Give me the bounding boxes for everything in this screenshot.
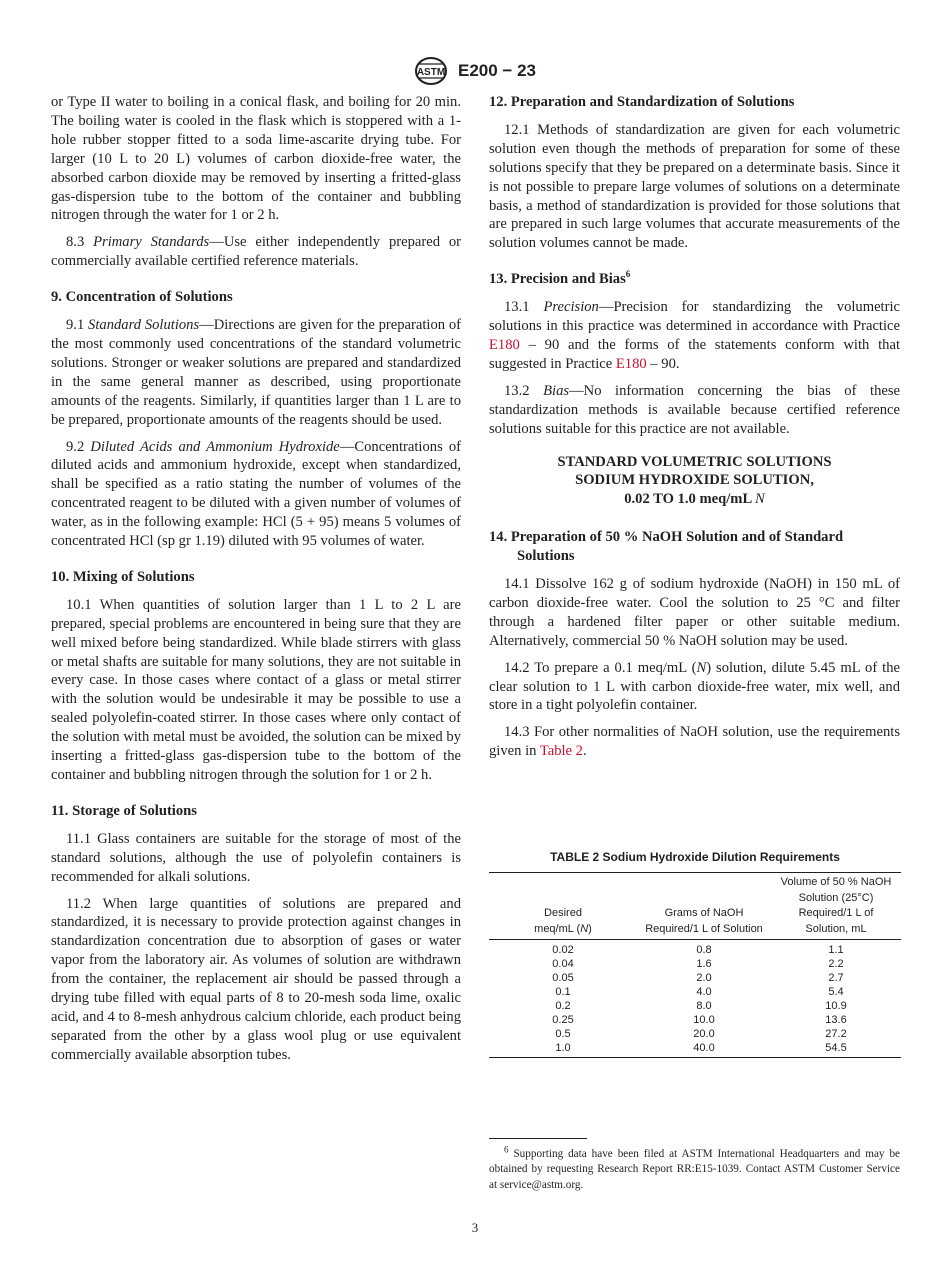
- table-cell: 4.0: [696, 986, 712, 998]
- table-cell: 20.0: [693, 1028, 715, 1040]
- page-header: [0, 56, 950, 86]
- paragraph-14-2: 14.2 To prepare a 0.1 meq/mL (N) solution, dilute 5.45 mL of the clear solution to 1 L with carbon dioxide-free water, mix well, and store in a tight polyolefin container.: [489, 659, 900, 714]
- paragraph-9-2: 9.2 Diluted Acids and Ammonium Hydroxide—Concentrations of diluted acids and ammonium hydroxide, except when standardized, shall be specified as a ratio stating the number of volumes of the concentrated reagent to be diluted with a given number of volumes of water, as in the following example: HCl (5 + 95) means 5 volumes of concentrated HCl (sp gr 1.19) diluted with 95 volumes of water.: [51, 438, 461, 550]
- section-heading-9: 9. Concentration of Solutions: [51, 289, 233, 306]
- table-2: [489, 850, 901, 1058]
- table-row: [489, 999, 901, 1013]
- table-cell: 2.7: [828, 972, 844, 984]
- term-standard-solutions: Standard Solutions: [88, 317, 200, 334]
- table-cell: 0.5: [555, 1028, 571, 1040]
- section-heading-13: 13. Precision and Bias$^6$: [489, 269, 631, 288]
- table-cell: 1.1: [828, 944, 844, 956]
- link-e180-first[interactable]: E180: [489, 336, 520, 353]
- paragraph-9-1: 9.1 Standard Solutions—Directions are given for the preparation of the most commonly used concentrations of the standard volumetric solutions. Stronger or weaker solutions are prepared and standardized in the same general manner as described, using proportionate amounts of the reagents. Similarly, if quantities larger than 1 L are to be prepared, proportionate amounts of the reagents should be used.: [51, 317, 461, 428]
- table-cell: 1.0: [555, 1042, 571, 1054]
- centered-heading-naoh: STANDARD VOLUMETRIC SOLUTIONS SODIUM HYDROXIDE SOLUTION, 0.02 TO 1.0 meq/mL N: [557, 453, 832, 508]
- section-heading-12: 12. Preparation and Standardization of Solutions: [489, 94, 795, 110]
- table-cell: 40.0: [693, 1042, 715, 1054]
- paragraph-10-1: 10.1 When quantities of solution larger than 1 L to 2 L are prepared, special problems are encountered in being sure that they are well mixed before being standardized. While blade stirrers with glass or metal shafts are suitable for many solutions, they are not suitable in every case. In those cases where contact of a glass or metal stirrer with the solution would be undesirable it may be possible to use a sealed polyolefin-coated stirrer. In those cases where only contact of the solution with metal must be avoided, the solution can be mixed by inserting a fritted-glass gas-dispersion tube to the bottom of the container and bubbling nitrogen through the solution for 1 or 2 h.: [51, 596, 461, 783]
- table-cell: 10.9: [825, 1000, 847, 1012]
- term-precision: Precision: [543, 299, 599, 316]
- table-cell: 1.6: [696, 958, 712, 970]
- svg-text:ASTM: ASTM: [416, 67, 446, 78]
- link-e180-second[interactable]: E180: [615, 355, 647, 372]
- term-diluted-acids: Diluted Acids and Ammonium Hydroxide: [90, 438, 340, 455]
- table-2-title: TABLE 2 Sodium Hydroxide Dilution Requirements: [550, 850, 840, 864]
- paragraph-13-2: 13.2 Bias—No information concerning the bias of these standardization methods is available because certified reference solutions suitable for this practice are not available.: [489, 382, 901, 437]
- table-cell: 27.2: [825, 1028, 847, 1040]
- link-table-2[interactable]: Table 2: [539, 743, 583, 760]
- paragraph-11-2: 11.2 When large quantities of solutions are prepared and standardized, it is necessary to provide protection against changes in standardization concentration due to absorption of gases or water vapor from the laboratory air. As volumes of solution are withdrawn from the container, the replacement air should be passed through a drying tube filled with equal parts of 8 to 20-mesh soda lime, oxalic acid, and 4 to 8-mesh anhydrous calcium chloride, each product being separated from the other by a glass wool plug or use equivalent commercially available absorption tubes.: [51, 895, 461, 1063]
- table-body: [489, 940, 901, 1058]
- right-column: [489, 93, 900, 769]
- table-cell: 8.0: [696, 1000, 712, 1012]
- table-cell: 0.04: [552, 958, 574, 970]
- document-designation: E200 − 23: [458, 61, 536, 80]
- table-cell: 2.2: [828, 958, 844, 970]
- paragraph-12-1: 12.1 Methods of standardization are given for each volumetric solution even though the methods of preparation for some of these solutions specify that they be prepared on a determinate basis. Since it is not possible to prepare large volumes of solutions on a determinate basis, a method of standardization is provided for those solutions that are prepared in such large volumes that accurate measurements of the solution volumes cannot be made.: [489, 121, 900, 252]
- table-row: [489, 971, 901, 985]
- footnote-6: $^6$ Supporting data have been filed at ASTM International Headquarters and may be obtained by requesting Research Report RR:E15-1039. Contact ASTM Customer Service at service@astm.org.: [489, 1144, 901, 1191]
- table-row: [489, 1027, 901, 1041]
- paragraph-13-1: 13.1 Precision—Precision for standardizing the volumetric solutions in this practice was determined in accordance with Practice E180 – 90 and the forms of the statements conform with that suggested in Practice E180 – 90.: [489, 299, 901, 372]
- section-heading-10: 10. Mixing of Solutions: [51, 568, 195, 585]
- footnote-rule: [489, 1138, 587, 1139]
- paragraph-8-2-continued: or Type II water to boiling in a conical flask, and boiling for 20 min. The boiling water is cooled in the flask which is stoppered with a 1-hole rubber stopper fitted to a soda lime-ascarite drying tube. For larger (10 L to 20 L) volumes of carbon dioxide-free water, the absorbed carbon dioxide may be removed by inserting a fritted-glass gas-dispersion tube to the bottom of the container and bubbling nitrogen through the water for 1 or 2 h.: [51, 94, 461, 224]
- table-row: [489, 940, 901, 958]
- astm-logo-icon: [414, 56, 448, 86]
- table-cell: 0.1: [555, 986, 571, 998]
- table-cell: 2.0: [696, 972, 712, 984]
- table-row: [489, 1041, 901, 1058]
- column-header-desired: Desired meq/mL (N): [534, 907, 592, 935]
- table-cell: 0.05: [552, 972, 574, 984]
- column-header-volume: Volume of 50 % NaOH Solution (25°C) Required/1 L of Solution, mL: [780, 876, 892, 935]
- table-row: [489, 985, 901, 999]
- term-primary-standards: Primary Standards: [93, 234, 210, 251]
- table-cell: 0.02: [552, 944, 574, 956]
- footnote-ref-6[interactable]: 6: [625, 269, 631, 280]
- table-cell: 0.2: [555, 1000, 571, 1012]
- section-heading-11: 11. Storage of Solutions: [51, 802, 197, 819]
- table-row: [489, 957, 901, 971]
- table-cell: 10.0: [693, 1014, 715, 1026]
- table-row: [489, 1013, 901, 1027]
- term-bias: Bias: [543, 382, 570, 399]
- dilution-table: [489, 872, 901, 1058]
- paragraph-14-3: 14.3 For other normalities of NaOH solution, use the requirements given in Table 2.: [489, 724, 900, 760]
- section-heading-14: 14. Preparation of 50 % NaOH Solution and of Standard Solutions: [489, 529, 844, 565]
- left-column: [51, 93, 461, 1073]
- paragraph-8-3: 8.3 Primary Standards—Use either independently prepared or commercially available certified reference materials.: [51, 234, 461, 270]
- column-header-grams: Grams of NaOH Required/1 L of Solution: [645, 907, 763, 935]
- table-cell: 0.8: [696, 944, 712, 956]
- table-cell: 0.25: [552, 1014, 574, 1026]
- table-cell: 54.5: [825, 1042, 847, 1054]
- table-cell: 5.4: [828, 986, 844, 998]
- paragraph-14-1: 14.1 Dissolve 162 g of sodium hydroxide (NaOH) in 150 mL of carbon dioxide-free water. Cool the solution to 25 °C and filter through a hardened filter paper or other suitable medium. Alternatively, commercial 50 % NaOH solution may be used.: [489, 576, 900, 649]
- page-number: 3: [471, 1220, 479, 1235]
- paragraph-11-1: 11.1 Glass containers are suitable for the storage of most of the standard solutions, although the use of polyolefin containers is recommended for alkali solutions.: [51, 830, 461, 885]
- table-cell: 13.6: [825, 1014, 847, 1026]
